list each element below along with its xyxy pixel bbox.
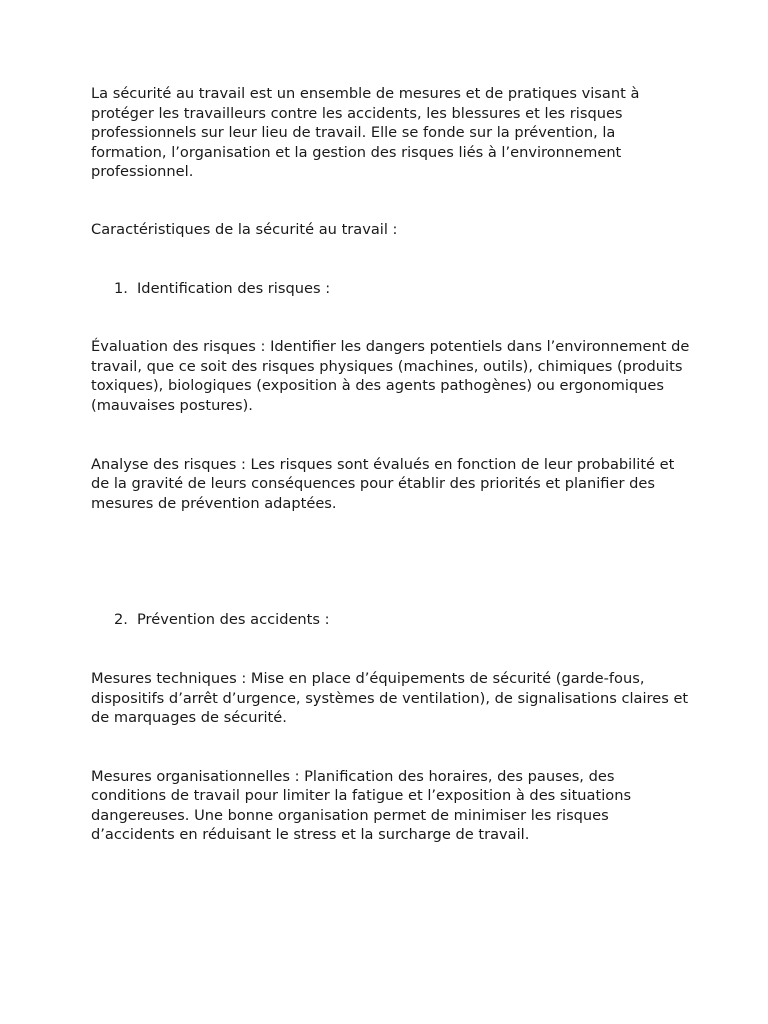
section-heading: Caractéristiques de la sécurité au travail :: [91, 220, 398, 238]
paragraph-mesures-techniques: Mesures techniques : Mise en place d’équipements de sécurité (garde-fous, dispositifs d’arrêt d’urgence, systèmes de ventilation), de signalisations claires et de marquages de sécurité.: [91, 669, 689, 727]
list-item-title: Prévention des accidents :: [137, 611, 330, 629]
list-number: 2.: [114, 611, 128, 629]
list-item-title: Identification des risques :: [137, 279, 331, 297]
list-item-2: [91, 610, 691, 630]
list-number: 1.: [114, 279, 128, 297]
paragraph-analyse: Analyse des risques : Les risques sont évalués en fonction de leur probabilité et de la gravité de leurs conséquences pour établir des priorités et planifier des mesures de prévention adaptées.: [91, 455, 675, 512]
intro-paragraph: La sécurité au travail est un ensemble de mesures et de pratiques visant à protéger les travailleurs contre les accidents, les blessures et les risques professionnels sur leur lieu de travail. Elle se fonde sur la prévention, la formation, l’organisation et la gestion des risques liés à l’environnement professionnel.: [91, 85, 640, 181]
paragraph-mesures-organisationnelles: Mesures organisationnelles : Planification des horaires, des pauses, des conditions de travail pour limiter la fatigue et l’exposition à des situations dangereuses. Une bonne organisation permet de minimiser les risques d’accidents en réduisant le stress et la surcharge de travail.: [91, 767, 632, 844]
document-page: [91, 84, 691, 845]
paragraph-evaluation: Évaluation des risques : Identifier les dangers potentiels dans l’environnement de travail, que ce soit des risques physiques (machines, outils), chimiques (produits toxiques), biologiques (exposition à des agents pathogènes) ou ergonomiques (mauvaises postures).: [91, 338, 690, 414]
list-item-1: [91, 279, 691, 299]
